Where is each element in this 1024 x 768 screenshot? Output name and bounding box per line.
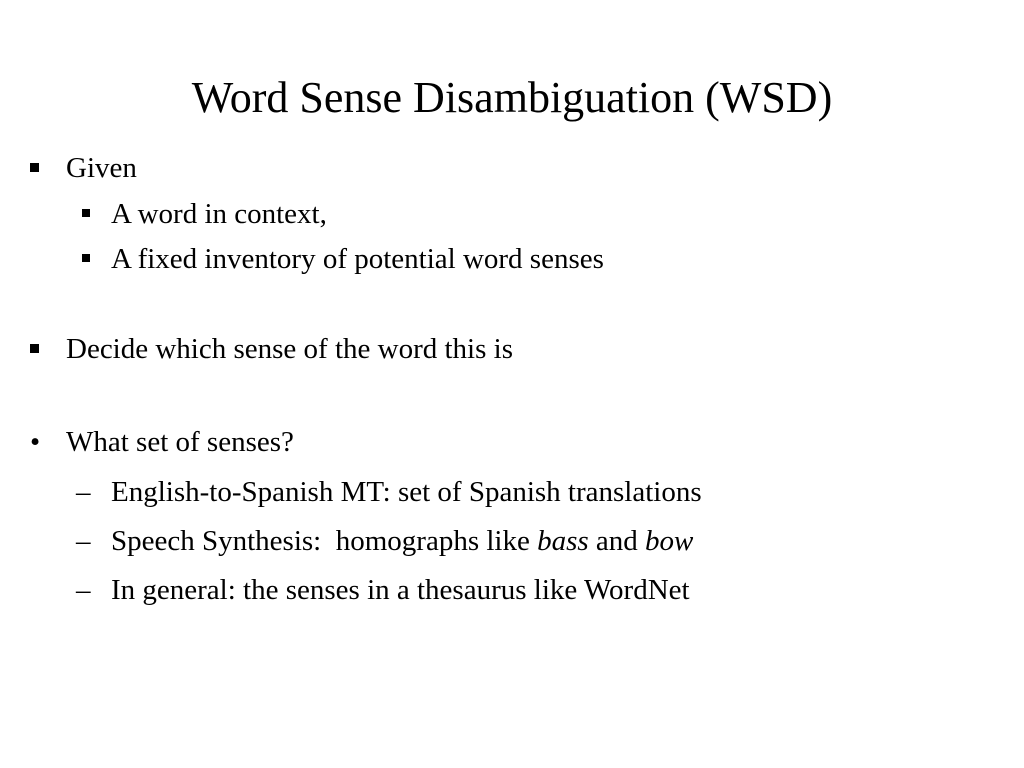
given-item-1: A word in context, xyxy=(111,198,327,230)
what-set-item-1: English-to-Spanish MT: set of Spanish translations xyxy=(111,476,702,508)
what-set-item-2 xyxy=(111,523,693,559)
what-set-label: What set of senses? xyxy=(66,426,294,458)
item-2-italic-bow: bow xyxy=(645,525,694,557)
round-bullet-icon: • xyxy=(30,426,41,458)
dash-bullet-icon: – xyxy=(76,574,91,606)
item-2-italic-bass: bass xyxy=(537,525,589,557)
item-2-prefix: Speech Synthesis: homographs like xyxy=(111,525,538,557)
dash-bullet-icon: – xyxy=(76,525,91,557)
square-bullet-icon xyxy=(30,344,39,353)
square-bullet-icon xyxy=(30,163,39,172)
dash-bullet-icon: – xyxy=(76,476,91,508)
decide-text: Decide which sense of the word this is xyxy=(66,333,513,365)
item-2-middle: and xyxy=(588,525,646,557)
given-label: Given xyxy=(66,152,137,184)
square-bullet-icon xyxy=(82,254,90,262)
given-item-2: A fixed inventory of potential word senses xyxy=(111,243,604,275)
slide-title: Word Sense Disambiguation (WSD) xyxy=(191,73,833,122)
what-set-item-3: In general: the senses in a thesaurus like WordNet xyxy=(111,574,690,606)
square-bullet-icon xyxy=(82,209,90,217)
